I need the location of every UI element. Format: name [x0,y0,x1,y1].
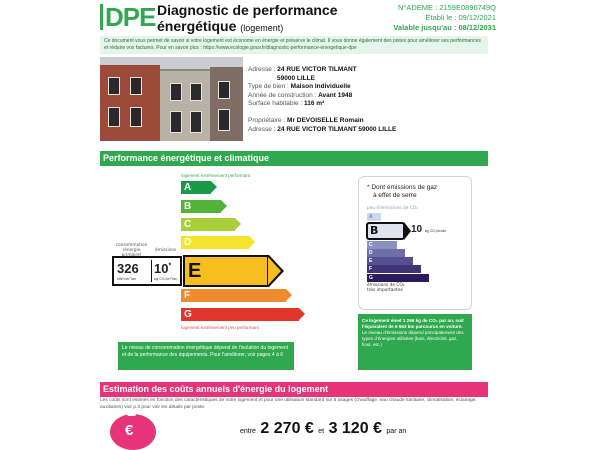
energy-value-box [112,256,182,286]
ges-title-line-1: * Dont émissions de gaz [367,184,438,191]
ges-class-g: G [367,274,429,282]
ges-top-label: peu d'émissions de CO₂ [367,206,418,211]
ademe-info [393,3,496,33]
owner-address-label: Adresse : [248,125,276,133]
issued-date: Établi le : 09/12/2021 [425,13,496,22]
coin-slot [127,411,136,416]
address-row [248,66,396,75]
piggy-bank-icon [110,414,156,450]
energy-class-f: F [181,289,286,302]
emissions-value [154,261,171,276]
emissions-label: émissions [155,248,177,253]
title-line-2-text: énergétique [157,18,237,34]
surface-label: Surface habitable : [248,100,303,108]
costs-section-header: Estimation des coûts annuels d'énergie du logement [100,382,488,397]
photo-window [190,83,202,101]
energy-class-a: A [181,181,211,194]
consumption-label: consommation (énergie [115,243,148,253]
address-label: Adresse : [248,66,276,73]
logo-bar [100,4,103,30]
energy-class-b: B [181,200,221,213]
ges-class-d: D [367,249,405,257]
photo-window [218,81,230,99]
type-value: Maison Individuelle [290,83,351,91]
ges-value-unit: kg CO₂/m²/an [424,229,447,233]
ges-current-letter: B [370,224,379,237]
photo-house-grey [160,71,210,141]
owner-value: Mr DEVOISELLE Romain [287,116,364,124]
address-line-1: 24 RUE VICTOR TILMANT [277,66,357,73]
info-gap [248,109,396,117]
owner-row [248,117,396,126]
year-label: Année de construction : [248,91,317,99]
logo-text: DPE [105,2,156,32]
ges-current-class [366,222,405,240]
emissions-unit: kg CO₂/m²/an [154,277,178,281]
owner-address-row [248,126,396,135]
photo-window [108,77,120,95]
address-row-2 [248,75,396,84]
dpe-logo [100,2,156,32]
ges-title [367,184,437,200]
address-line-2: 59000 LILLE [277,74,315,82]
ges-bottom-line-1: émissions de CO₂ [367,283,405,288]
emissions-star: * [168,262,172,270]
ges-note-bold: Ce logement émet 1 266 kg de CO₂ par an, soit l'équivalent de 6 562 km parcourus en voiture. [362,318,464,329]
euro-symbol: € [125,422,134,439]
cost-between: entre [240,428,256,435]
ges-class-c: C [367,241,397,249]
current-class-letter: E [188,260,202,282]
year-row [248,92,396,101]
ges-value-number: 10 [411,224,423,235]
cost-low: 2 270 € [260,420,314,437]
ges-title-line-2: à effet de serre [373,192,417,199]
energy-class-c: C [181,218,235,231]
title-suffix: (logement) [240,23,284,33]
ges-class-e: E [367,257,413,265]
value-separator [151,260,152,282]
title-line-1: Diagnostic de performance [157,2,338,18]
ges-note-text: Le niveau d'émissions dépend principalement des types d'énergies utilisées (bois, électricité, gaz, fioul, etc.) [362,330,464,347]
ges-bottom-line-2: très importantes [367,288,403,293]
ges-value [411,224,446,235]
property-photo [100,57,243,141]
consumption-value: 326 [117,261,139,276]
title-line-2 [157,18,338,36]
cost-per-year: par an [386,428,407,435]
photo-window [130,107,142,127]
current-class-arrow [183,255,269,287]
type-label: Type de bien : [248,83,289,91]
emissions-number: 10 [154,261,169,276]
energy-section-header: Performance énergétique et climatique [100,151,488,166]
energy-note: Le niveau de consommation énergétique dépend de l'isolation du logement et de la performance des équipements. Pour l'améliorer, voir pages 4 à 6 [118,342,294,370]
surface-value: 116 m² [304,100,325,108]
ges-class-f: F [367,265,421,273]
type-row [248,83,396,92]
photo-window [130,77,142,95]
page-title [157,2,338,36]
owner-address-value: 24 RUE VICTOR TILMANT 59000 LILLE [277,125,397,133]
energy-class-d: D [181,236,249,249]
ges-class-a: A [367,213,381,221]
cost-range [240,420,406,438]
intro-band: Ce document vous permet de savoir si votre logement est économe en énergie et préserve le climat. Il vous donne également des pistes pour améliorer ses performances et réduire vos factures. Pour en savoir plus : https://www.ecologie.gouv.fr/diagnostic-performance-energetique-dpe [100,36,488,54]
costs-description: Les coûts sont estimés en fonction des caractéristiques de votre logement et pour une utilisation standard sur 5 usages (chauffage, eau chaude sanitaire, climatisation, éclairage, auxiliaires) voir p.3 pour voir les détails par poste. [100,398,477,410]
ges-note [358,314,472,370]
photo-window [190,111,202,133]
property-info [248,66,396,134]
cost-high: 3 120 € [328,420,382,437]
valid-until: Valable jusqu'au : 08/12/2031 [393,23,496,32]
owner-label: Propriétaire : [248,116,286,124]
photo-window [170,111,182,133]
bottom-performance-label: logement extrêmement peu performant [181,325,259,330]
ges-bottom-label [367,283,405,293]
ademe-number: N°ADEME : 2159E0896749Q [397,3,496,12]
consumption-unit: kWh/m²/an [117,277,137,281]
photo-window [218,109,230,131]
photo-window [108,107,120,127]
top-performance-label: logement extrêmement performant [181,173,251,178]
cost-and: et [318,428,325,435]
surface-row [248,100,396,109]
energy-class-g: G [181,308,299,321]
year-value: Avant 1948 [318,91,353,99]
photo-window [170,83,182,101]
